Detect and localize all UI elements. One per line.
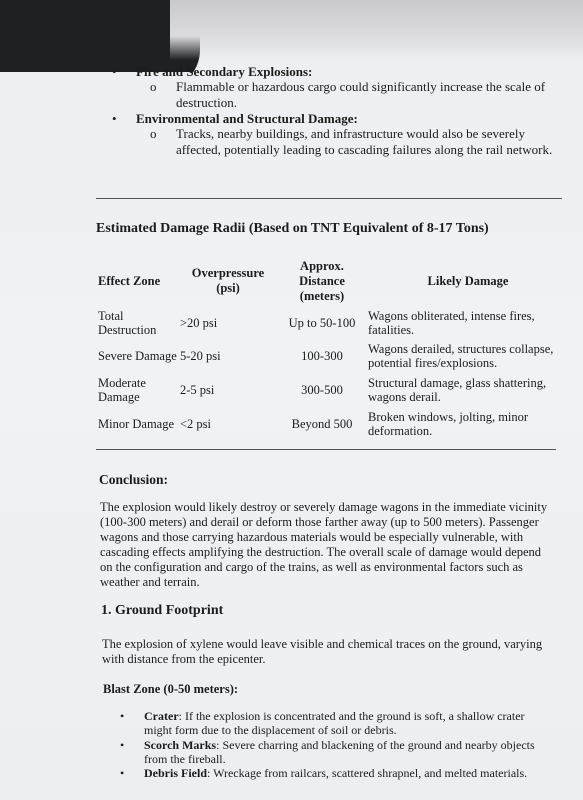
subbullet-environment-text: Tracks, nearby buildings, and infrastructure would also be severely affected, potentially leading to cascading failures along the rail network. [176,126,553,157]
header-likely-damage: Likely Damage [427,273,509,288]
cell-psi: 5-20 psi [180,349,221,363]
bullet-dot-icon: • [120,738,125,752]
table-header-row [98,256,568,306]
bullet-dot-icon: • [112,111,117,126]
cell-zone: Minor Damage [98,417,175,431]
table-row [98,406,568,442]
cell-damage: Wagons derailed, structures collapse, potential fires/explosions. [368,342,554,370]
cell-psi: 2-5 psi [180,382,215,397]
conclusion-heading: Conclusion: [99,472,169,487]
section-divider [96,449,556,450]
table-row [98,306,568,339]
list-item-text [144,766,544,780]
subbullet-fire-text: Flammable or hazardous cargo could significantly increase the scale of destruction. [176,79,546,110]
bullet-environment-label: Environmental and Structural Damage: [136,111,358,126]
table-row [98,373,568,406]
damage-radii-heading: Estimated Damage Radii (Based on TNT Equivalent of 8-17 Tons) [96,221,489,236]
cell-damage: Structural damage, glass shattering, wagons derail. [368,375,547,404]
list-item-label: Debris Field [144,766,207,780]
cell-zone: Total Destruction [98,308,157,337]
list-item-text [144,709,544,737]
circle-bullet-icon: o [150,126,157,141]
redacted-header-area [0,0,583,72]
ground-footprint-paragraph: The explosion of xylene would leave visible and chemical traces on the ground, varying with distance from the epicenter. [102,637,543,666]
bullet-dot-icon: • [120,709,125,723]
list-item-label: Scorch Marks [144,738,217,752]
header-effect-zone: Effect Zone [98,273,161,288]
cell-damage: Wagons obliterated, intense fires, fatalities. [368,308,535,337]
bullet-dot-icon: • [112,64,117,79]
cell-psi: <2 psi [180,417,212,431]
cell-zone: Severe Damage [98,349,177,363]
cell-distance: 100-300 [301,349,343,363]
conclusion-paragraph: The explosion would likely destroy or severely damage wagons in the immediate vicinity (100-300 meters) and derail or deform those farther away (up to 500 meters). Passenger wagons and those carrying hazardous materials would be especially vulnerable, with cascading effects amplifying the destruction. The overall scale of damage would depend on the configuration and cargo of the trains, as well as environmental factors such as weather and terrain. [100,500,548,589]
header-overpressure: Overpressure (psi) [191,266,265,295]
cell-distance: Beyond 500 [291,417,353,431]
bullet-fire-label: Fire and Secondary Explosions: [136,64,313,79]
cell-distance: 300-500 [301,382,343,397]
cell-zone: Moderate Damage [98,375,146,404]
list-item-body: : Wreckage from railcars, scattered shrapnel, and melted materials. [207,766,528,780]
section-divider [96,198,562,199]
damage-table [98,256,568,442]
ground-footprint-heading: 1. Ground Footprint [101,603,224,618]
circle-bullet-icon: o [150,79,157,94]
cell-damage: Broken windows, jolting, minor deformation. [368,410,529,438]
cell-psi: >20 psi [180,315,218,330]
list-item-body: : Severe charring and blackening of the ground and nearby objects from the fireball. [144,738,535,766]
list-item-body: : If the explosion is concentrated and the ground is soft, a shallow crater might form due to the displacement of soil or debris. [144,709,525,737]
cell-distance: Up to 50-100 [288,315,356,330]
list-item-label: Crater [144,709,179,723]
blast-zone-heading: Blast Zone (0-50 meters): [103,682,239,696]
list-item-text [144,738,544,766]
redaction-shadow [170,0,583,60]
table-row [98,339,568,373]
header-distance: Approx. Distance (meters) [299,258,345,303]
bullet-dot-icon: • [120,766,125,780]
